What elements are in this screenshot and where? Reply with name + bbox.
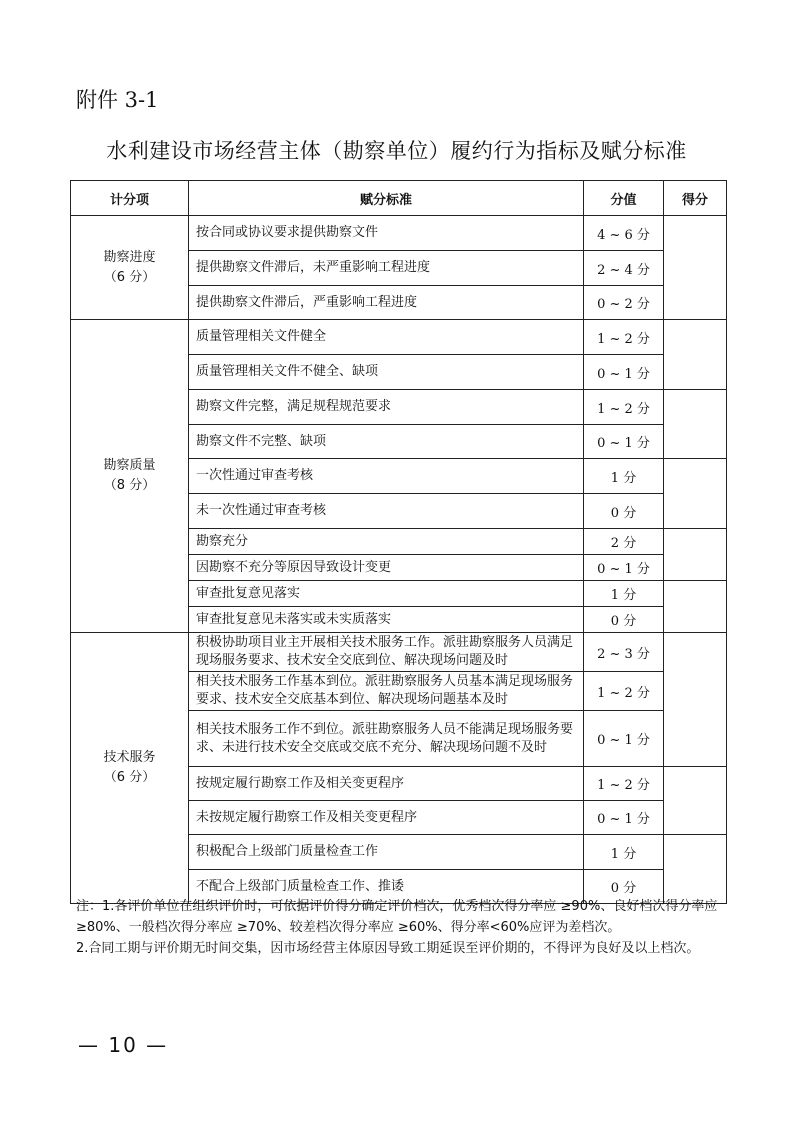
criterion-cell: 因勘察不充分等原因导致设计变更 (189, 555, 584, 581)
item-name: 技术服务 (103, 750, 156, 765)
criterion-cell: 积极协助项目业主开展相关技术服务工作。派驻勘察服务人员满足现场服务要求、技术安全交底到位、解决现场问题及时 (189, 633, 584, 672)
criterion-cell: 积极配合上级部门质量检查工作 (189, 835, 584, 870)
score-cell: 0 ~ 1 分 (584, 711, 664, 767)
score-cell: 1 ~ 2 分 (584, 767, 664, 801)
criterion-cell: 未一次性通过审查考核 (189, 494, 584, 529)
score-cell: 2 ~ 3 分 (584, 633, 664, 672)
criterion-cell: 审查批复意见落实 (189, 581, 584, 607)
item-points: （8 分） (103, 478, 156, 493)
obtained-score-cell (664, 633, 727, 767)
score-cell: 1 分 (584, 835, 664, 870)
obtained-score-cell (664, 216, 727, 320)
criterion-cell: 质量管理相关文件不健全、缺项 (189, 355, 584, 390)
obtained-score-cell (664, 581, 727, 633)
criterion-cell: 相关技术服务工作不到位。派驻勘察服务人员不能满足现场服务要求、未进行技术安全交底或交底不充分、解决现场问题不及时 (189, 711, 584, 767)
score-cell: 1 ~ 2 分 (584, 320, 664, 355)
item-name: 勘察质量 (103, 458, 156, 473)
column-header-score: 分值 (584, 181, 664, 216)
score-cell: 1 分 (584, 581, 664, 607)
score-cell: 2 ~ 4 分 (584, 251, 664, 286)
score-cell: 0 分 (584, 607, 664, 633)
item-points: （6 分） (103, 770, 156, 785)
obtained-score-cell (664, 320, 727, 390)
attachment-label: 附件 3-1 (76, 88, 159, 112)
score-cell: 0 ~ 1 分 (584, 355, 664, 390)
obtained-score-cell (664, 459, 727, 529)
obtained-score-cell (664, 835, 727, 904)
item-points: （6 分） (103, 269, 156, 285)
criterion-cell: 勘察文件不完整、缺项 (189, 425, 584, 459)
document-title: 水利建设市场经营主体（勘察单位）履约行为指标及赋分标准 (106, 139, 687, 163)
score-cell: 4 ~ 6 分 (584, 216, 664, 251)
criterion-cell: 提供勘察文件滞后，未严重影响工程进度 (189, 251, 584, 286)
column-header-obtained: 得分 (664, 181, 727, 216)
score-cell: 1 分 (584, 459, 664, 494)
criterion-cell: 相关技术服务工作基本到位。派驻勘察服务人员基本满足现场服务要求、技术安全交底基本到位、解决现场问题基本及时 (189, 672, 584, 711)
score-cell: 2 分 (584, 529, 664, 555)
table-row (71, 320, 727, 355)
criterion-cell: 按合同或协议要求提供勘察文件 (189, 216, 584, 251)
criterion-cell: 不配合上级部门质量检查工作、推诿 (189, 870, 584, 904)
column-header-item: 计分项 (71, 181, 189, 216)
score-cell: 1 ~ 2 分 (584, 672, 664, 711)
page-number: — 10 — (78, 1033, 169, 1057)
criterion-cell: 提供勘察文件滞后，严重影响工程进度 (189, 286, 584, 320)
obtained-score-cell (664, 390, 727, 459)
scoring-table (70, 180, 727, 904)
score-cell: 0 分 (584, 870, 664, 904)
criterion-cell: 勘察文件完整，满足规程规范要求 (189, 390, 584, 425)
criterion-cell: 审查批复意见未落实或未实质落实 (189, 607, 584, 633)
score-cell: 0 ~ 1 分 (584, 555, 664, 581)
score-cell: 0 分 (584, 494, 664, 529)
criterion-cell: 按规定履行勘察工作及相关变更程序 (189, 767, 584, 801)
criterion-cell: 未按规定履行勘察工作及相关变更程序 (189, 801, 584, 835)
table-notes (76, 896, 726, 959)
criterion-cell: 勘察充分 (189, 529, 584, 555)
obtained-score-cell (664, 767, 727, 835)
obtained-score-cell (664, 529, 727, 581)
column-header-criterion: 赋分标准 (189, 181, 584, 216)
table-header-row (71, 181, 727, 216)
table-row (71, 216, 727, 251)
item-cell-progress (71, 216, 189, 320)
score-cell: 0 ~ 1 分 (584, 425, 664, 459)
criterion-cell: 质量管理相关文件健全 (189, 320, 584, 355)
note-1: 注：1.各评价单位在组织评价时，可依据评价得分确定评价档次，优秀档次得分率应 ≥90%、良好档次得分率应 ≥80%、一般档次得分率应 ≥70%、较差档次得分率应 ≥60%、得分率<60%应评为差档次。 (76, 899, 718, 935)
score-cell: 0 ~ 1 分 (584, 801, 664, 835)
note-2: 2.合同工期与评价期无时间交集，因市场经营主体原因导致工期延误至评价期的，不得评为良好及以上档次。 (76, 941, 700, 956)
score-cell: 1 ~ 2 分 (584, 390, 664, 425)
item-cell-service (71, 633, 189, 904)
item-cell-quality (71, 320, 189, 633)
score-cell: 0 ~ 2 分 (584, 286, 664, 320)
item-name: 勘察进度 (103, 249, 156, 265)
criterion-cell: 一次性通过审查考核 (189, 459, 584, 494)
table-row (71, 633, 727, 672)
